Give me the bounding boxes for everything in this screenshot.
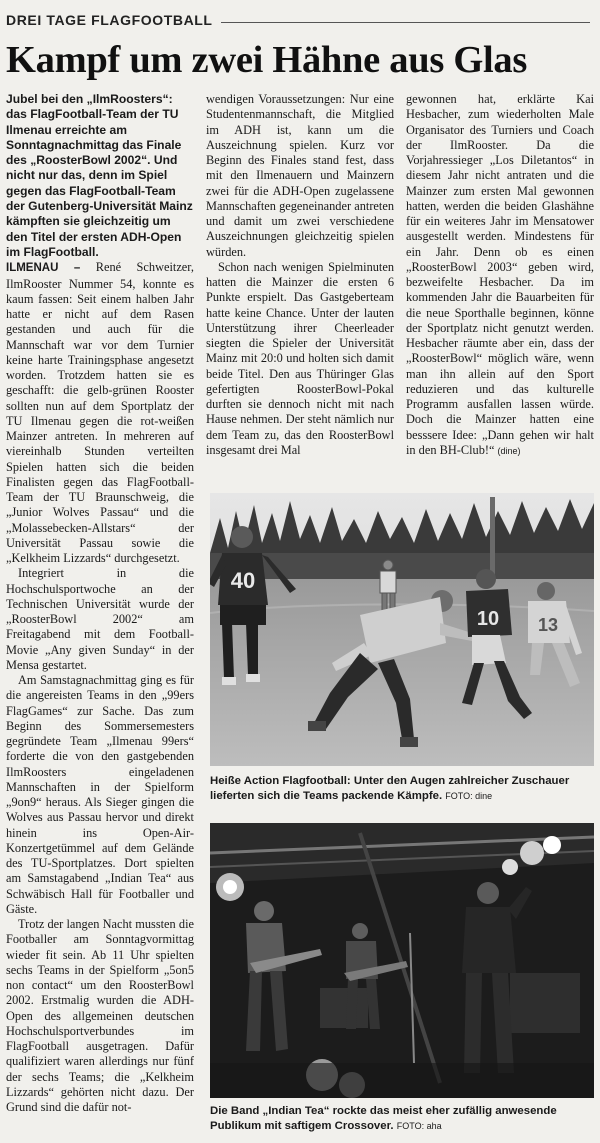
caption-1-text: Heiße Action Flagfootball: Unter den Augen zahlreicher Zuschauer lieferten sich die Teams packende Kämpfe. — [210, 775, 570, 802]
column-3 — [406, 92, 594, 484]
column-1 — [6, 92, 194, 1141]
body-paragraph-1 — [6, 260, 194, 566]
author-credit: (dine) — [497, 445, 521, 456]
body-paragraph-6: Schon nach wenigen Spielminuten hatten die Mainzer die ersten 6 Punkte erspielt. Das Gastgeberteam hatte keine Chance. Unter der lauten Unterstützung ihrer Cheerleader siegten die Spieler der Universität Mainz mit 20:0 und holten sich damit beide Titel. Den aus Thüringer Glas gefertigten RoosterBowl-Pokal durften sie dennoch nicht mit nach Hause nehmen. Der steht nämlich nur dem Team zu, das den RoosterBowl insgesamt drei Mal — [206, 259, 394, 457]
body-paragraph-1-text: René Schweitzer, IlmRooster Nummer 54, konnte es kaum fassen: Seit einem halben Jahr hatte er nicht auf dem Rasen gestanden und auch für die Mannschaft war vor dem Turnier keine harte Trainingsphase angesetzt worden. Trotzdem hatten sie es geschafft: die gelb-grünen Rooster sollten nun auf dem Sportplatz der TU Ilmenau gegen die rot-weißen Mainzer antreten. In mehreren auf viereinhalb Stunden verteilten Spielen hatten sich die beiden Finalisten gegen das FlagFootball-Team der TU Braunschweig, die „Junior Wolves Passau“ und die „Molassebecken-Allstars“ der Universität Passau sowie die „Kelkheim Lizzards“ durchgesetzt. — [6, 260, 194, 566]
lead-paragraph: Jubel bei den „IlmRoosters“: das FlagFootball-Team der TU Ilmenau erreichte am Sonntagnachmittag das Finale des „RoosterBowl 2002“. Und nicht nur das, denn im Spiel gegen das FlagFootball-Team der Gutenberg-Universität Mainz kämpften sie gleichzeitig um den Titel der ersten ADH-Open im FlagFootball. — [6, 92, 193, 259]
caption-1-credit: FOTO: dine — [445, 790, 493, 801]
section-kicker — [6, 10, 590, 30]
dateline: ILMENAU – — [6, 262, 81, 275]
kicker-rule — [221, 22, 590, 23]
band-photo — [210, 823, 594, 1098]
body-paragraph-7 — [406, 92, 594, 459]
column-2 — [206, 92, 394, 484]
photo-caption-1 — [210, 774, 594, 803]
kicker-text: DREI TAGE FLAGFOOTBALL — [6, 12, 213, 28]
body-paragraph-4: Trotz der langen Nacht mussten die Footballer am Sonntagvormittag wieder fit sein. Ab 11 Uhr spielten sechs Teams in der Spielform „5on5 non contact“ um den RoosterBowl 2002. Erstmalig wurden die ADH-Open des allgemeinen deutschen Hochschulsportverbundes im FlagFootball ausgetragen. Dafür qualifiziert waren allerdings nur fünf der sechs Teams; die „Kelkheim Lizzards“ gehörten nicht dazu. Der Grund sind die dafür not- — [6, 917, 194, 1115]
jersey-number-40: 40 — [230, 568, 256, 593]
photo-caption-2 — [210, 1104, 594, 1133]
body-paragraph-5: wendigen Voraussetzungen: Nur eine Studentenmannschaft, die Mitglied im ADH ist, kann um die Auszeichnung spielen. Kurz vor Beginn des Finales stand fest, dass mit den Ilmenauern und Mainzern zwei für die ADH-Open zugelassene Mannschaften gegeneinander antreten und damit um zwei verschiedene Auszeichnungen gleichzeitig spielen würden. — [206, 92, 394, 259]
body-paragraph-2: Integriert in die Hochschulsportwoche an der Technischen Universität wurde der „RoosterBowl 2002“ am Freitagabend mit dem Football-Movie „Any given Sunday“ in der Mensa gestartet. — [6, 566, 194, 672]
headline: Kampf um zwei Hähne aus Glas — [6, 39, 528, 81]
caption-2-credit: FOTO: aha — [396, 1120, 442, 1131]
body-paragraph-7-text: gewonnen hat, erklärte Kai Hesbacher, zum wiederholten Male Organisator des Turniers und Coach der IlmRooster. Da die Vorjahressieger „Los Diletantos“ in diesem Jahr nicht antraten und die Mainzer zum ersten Mal gewonnen hatten, werden die beiden Glashähne für ein weiteres Jahr im Mensatower ausgestellt werden. Mindestens für ein Jahr. Denn ob es einen „RoosterBowl 2003“ geben wird, bezweifelte Hesbacher. Da im kommenden Jahr die Bauarbeiten für die neue Sporthalle beginnen, könne der Sportplatz nicht genutzt werden. Hesbacher räumte aber ein, dass der „RoosterBowl“ möglich wäre, wenn man ihn allein auf den Sport reduzieren und das kulturelle Programm ausfallen lassen würde. Doch die Mainzer hatten eine besssere Idee: „Dann gehen wir halt in den BH-Club!“ — [406, 92, 594, 457]
body-paragraph-3: Am Samstagnachmittag ging es für die angereisten Teams in den „99ers FlagGames“ zur Sache. Das zum Beginn des Sommersemesters gegründete Team „Ilmenau 99ers“ forderte die von den gastgebenden IlmRoosters eingeladenen Mannschaften in der Spielform „9on9“ heraus. Als Sieger gingen die Wolves aus Passau hervor und direkt hinein ins Open-Air-Konzertgetümmel auf dem Gelände des TU-Sportplatzes. Dort spielten am Samstagabend „Indian Tea“ aus Schwäbisch Hall für Footballer und Gäste. — [6, 673, 194, 916]
caption-2-text: Die Band „Indian Tea“ rockte das meist eher zufällig anwesende Publikum mit saftigem Crossover. — [210, 1105, 557, 1132]
flagfootball-photo — [210, 493, 594, 766]
jersey-number-13: 13 — [537, 615, 559, 635]
jersey-number-10: 10 — [476, 608, 500, 630]
